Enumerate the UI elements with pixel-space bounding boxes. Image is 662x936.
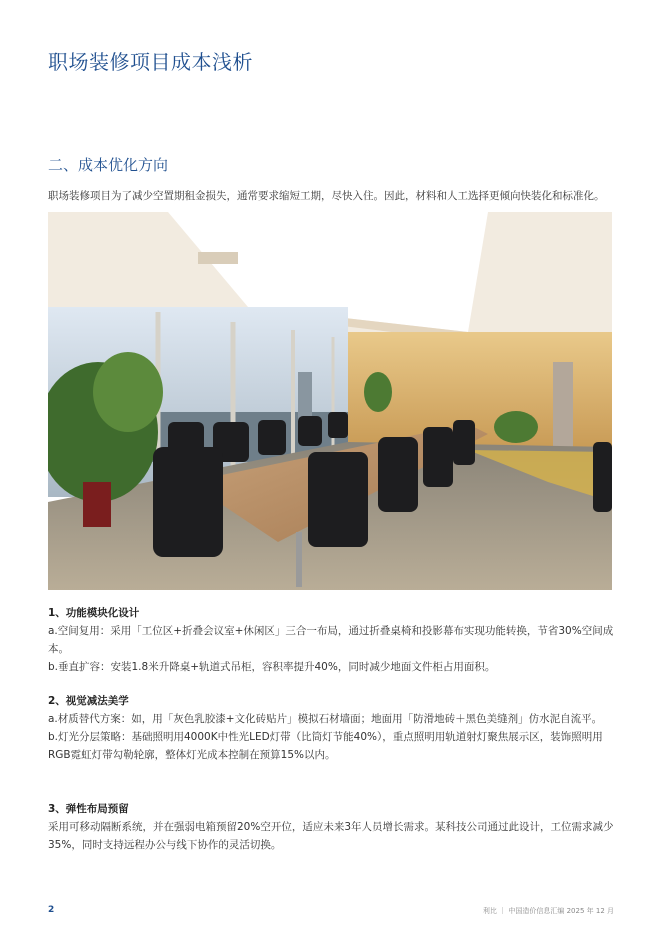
- item-line: b.垂直扩容：安装1.8米升降桌+轨道式吊柜，容积率提升40%，同时减少地面文件柜占用面积。: [48, 661, 496, 673]
- item-line: b.灯光分层策略：基础照明用4000K中性光LED灯带（比筒灯节能40%），重点照明用轨道射灯聚焦展示区，装饰照明用RGB霓虹灯带勾勒轮廓，整体灯光成本控制在预算15%以内。: [48, 731, 603, 761]
- section-title: 二、成本优化方向: [48, 156, 169, 174]
- item-flexible-layout: [48, 800, 618, 854]
- item-line: 采用可移动隔断系统，并在强弱电箱预留20%空开位，适应未来3年人员增长需求。某科技公司通过此设计，工位需求减少35%，同时支持远程办公与线下协作的灵活切换。: [48, 821, 614, 851]
- item-visual-minimalism: [48, 692, 618, 764]
- item-functional-modular: [48, 604, 618, 676]
- item-heading: 3、弹性布局预留: [48, 803, 129, 815]
- conference-room-photo: [48, 212, 612, 590]
- page-title: 职场装修项目成本浅析: [48, 50, 253, 74]
- page-number: 2: [48, 905, 55, 915]
- item-line: a.空间复用：采用「工位区+折叠会议室+休闲区」三合一布局，通过折叠桌椅和投影幕布实现功能转换，节省30%空间成本。: [48, 625, 614, 655]
- intro-paragraph: 职场装修项目为了减少空置期租金损失，通常要求缩短工期，尽快入住。因此，材料和人工选择更倾向快装化和标准化。: [48, 190, 605, 202]
- footer-source: 利比 ｜ 中国造价信息汇编 2025 年 12 月: [482, 907, 614, 915]
- item-heading: 2、视觉减法美学: [48, 695, 129, 707]
- item-heading: 1、功能模块化设计: [48, 607, 140, 619]
- item-line: a.材质替代方案：如，用「灰色乳胶漆+文化砖贴片」模拟石材墙面；地面用「防滑地砖＋黑色美缝剂」仿水泥自流平。: [48, 713, 603, 725]
